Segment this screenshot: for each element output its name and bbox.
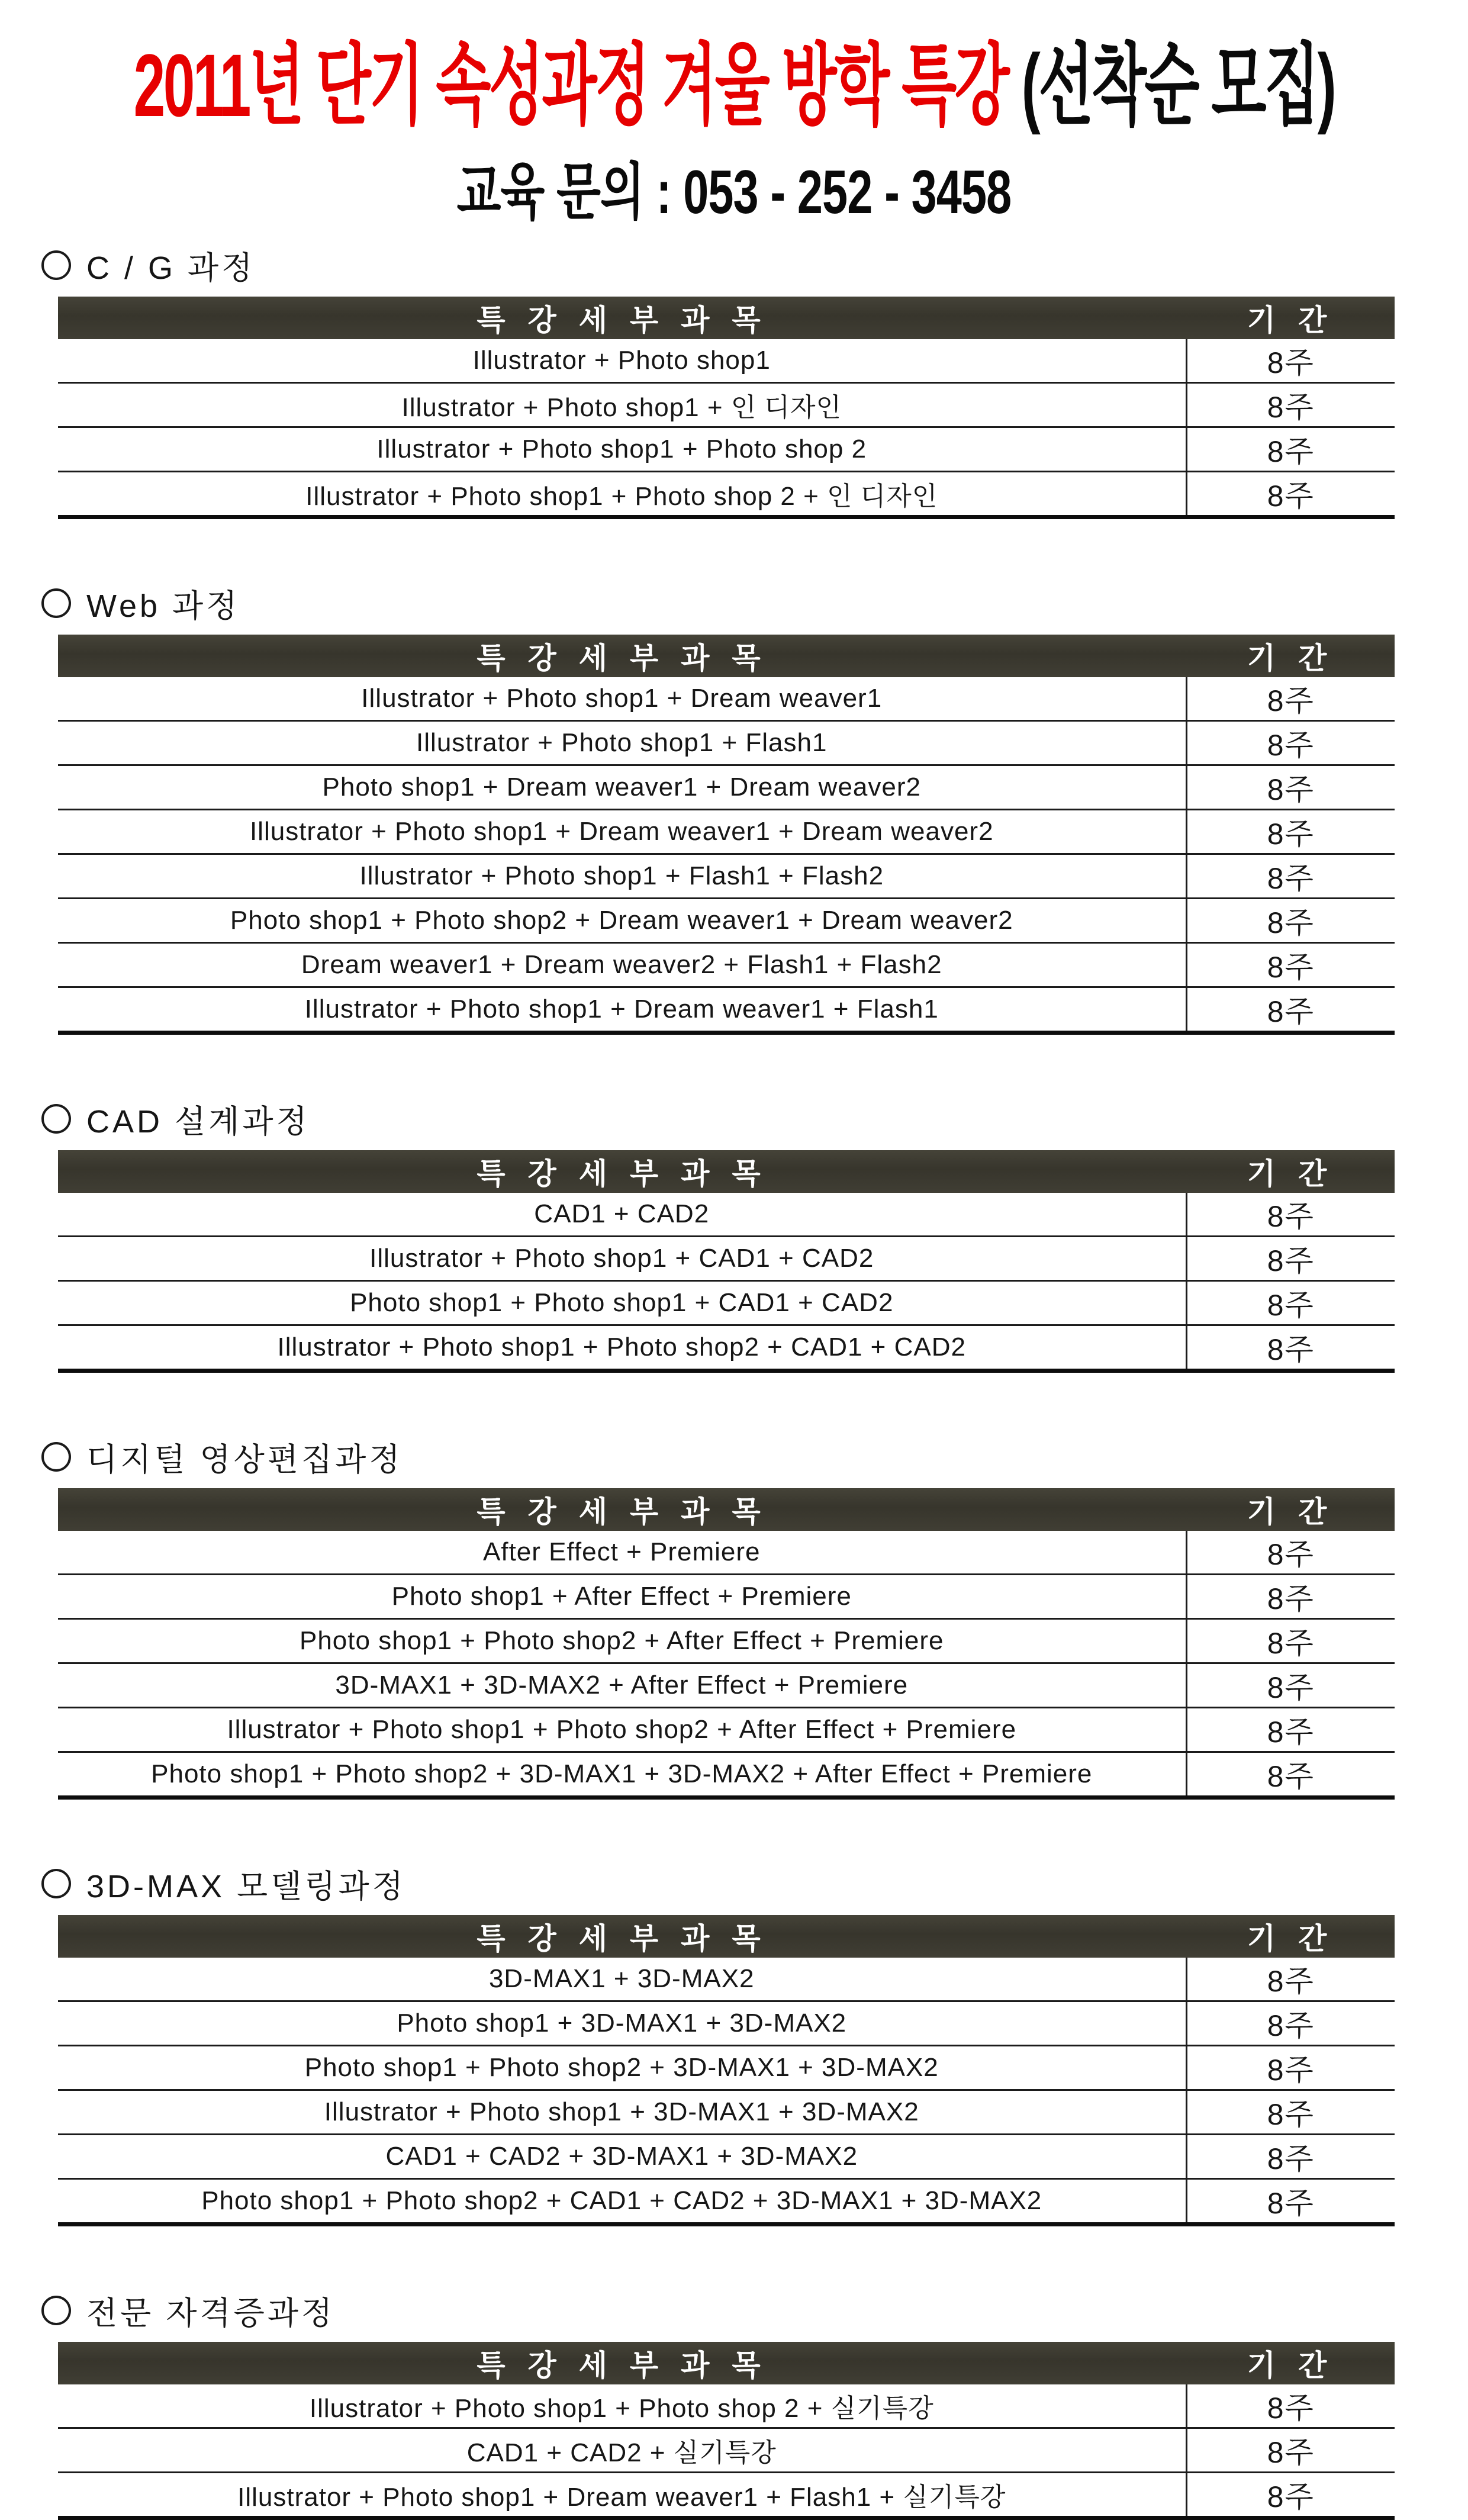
column-header-duration: 기 간 [1186, 1915, 1395, 1958]
course-duration: 8주 [1186, 720, 1395, 765]
course-subject: Illustrator + Photo shop1 + Dream weaver1 + Flash1 [58, 987, 1186, 1032]
section-title-text: 전문 자격증과정 [86, 2295, 336, 2331]
course-subject: 3D-MAX1 + 3D-MAX2 + After Effect + Premiere [58, 1663, 1186, 1707]
course-duration: 8주 [1186, 854, 1395, 898]
course-table-body [58, 339, 1395, 517]
course-row [58, 1958, 1395, 2001]
column-header-duration: 기 간 [1186, 297, 1395, 339]
course-duration: 8주 [1186, 809, 1395, 854]
course-row [58, 2472, 1395, 2518]
course-duration: 8주 [1186, 2178, 1395, 2224]
column-header-duration: 기 간 [1186, 1488, 1395, 1531]
course-row [58, 765, 1395, 809]
course-duration: 8주 [1186, 2001, 1395, 2045]
course-duration: 8주 [1186, 2384, 1395, 2428]
course-row [58, 898, 1395, 942]
course-subject: Illustrator + Photo shop1 + Photo shop 2 [58, 427, 1186, 471]
circle-bullet-icon [41, 588, 71, 618]
course-row [58, 1574, 1395, 1618]
course-subject: Illustrator + Photo shop1 [472, 345, 771, 375]
course-table-header-row [58, 635, 1395, 677]
course-row [58, 2384, 1395, 2428]
course-table-head [58, 1915, 1395, 1958]
column-header-subject: 특 강 세 부 과 목 [58, 635, 1186, 677]
course-duration: 8주 [1186, 1325, 1395, 1370]
course-row [58, 1193, 1395, 1237]
course-subject: 3D-MAX1 + 3D-MAX2 [488, 1964, 755, 1993]
course-section [40, 1434, 1402, 1800]
circle-bullet-icon [41, 1869, 71, 1898]
course-subject: Illustrator + Photo shop1 + Photo shop2 + After Effect + Premiere [58, 1707, 1186, 1752]
course-subject: Illustrator + Photo shop1 + 인 디자인 [58, 382, 1186, 427]
course-duration: 8주 [1186, 1531, 1395, 1575]
course-duration: 8주 [1186, 1280, 1395, 1325]
circle-bullet-icon [41, 1442, 71, 1472]
course-subject: Photo shop1 + Photo shop2 + 3D-MAX1 + 3D-MAX2 + After Effect + Premiere [58, 1752, 1186, 1797]
course-subject: Illustrator + Photo shop1 + Flash1 [58, 720, 1186, 765]
course-duration: 8주 [1186, 1958, 1395, 2001]
course-row [58, 1280, 1395, 1325]
course-table [58, 1150, 1395, 1373]
course-row [58, 2001, 1395, 2045]
section-title [41, 1861, 1402, 1907]
circle-bullet-icon [41, 250, 71, 280]
course-duration: 8주 [1186, 1618, 1395, 1663]
course-table [58, 2342, 1395, 2520]
course-section [40, 1861, 1402, 2226]
contact-line: 교육 문의 : 053 - 252 - 3458 [456, 157, 1012, 227]
course-row [58, 809, 1395, 854]
course-row [58, 677, 1395, 721]
circle-bullet-icon [41, 2296, 71, 2325]
course-row [58, 720, 1395, 765]
course-duration: 8주 [1186, 987, 1395, 1032]
course-subject: Illustrator + Photo shop1 + 3D-MAX1 + 3D-MAX2 [58, 2090, 1186, 2134]
course-table-head [58, 1488, 1395, 1531]
course-section [40, 581, 1402, 1035]
course-duration: 8주 [1186, 427, 1395, 471]
course-duration: 8주 [1186, 1574, 1395, 1618]
page-title [103, 36, 1366, 136]
course-duration: 8주 [1186, 1193, 1395, 1237]
section-title-text: C / G 과정 [86, 250, 256, 286]
course-duration: 8주 [1186, 898, 1395, 942]
course-duration: 8주 [1186, 2134, 1395, 2178]
course-row [58, 339, 1395, 383]
course-table-body [58, 2384, 1395, 2518]
section-title [41, 1434, 1402, 1480]
course-duration: 8주 [1186, 2472, 1395, 2518]
course-duration: 8주 [1186, 1236, 1395, 1280]
circle-bullet-icon [41, 1104, 71, 1134]
course-table-body [58, 1958, 1395, 2225]
course-subject: Photo shop1 + Photo shop2 + After Effect + Premiere [58, 1618, 1186, 1663]
course-table [58, 1915, 1395, 2226]
course-row [58, 427, 1395, 471]
course-subject: Photo shop1 + Photo shop1 + CAD1 + CAD2 [58, 1280, 1186, 1325]
section-title-text: 3D-MAX 모델링과정 [86, 1868, 406, 1904]
course-subject: Illustrator + Photo shop1 + Photo shop 2 + 인 디자인 [58, 471, 1186, 517]
course-duration: 8주 [1186, 2090, 1395, 2134]
course-duration: 8주 [1186, 765, 1395, 809]
course-table [58, 1488, 1395, 1800]
course-row [58, 1663, 1395, 1707]
course-table-head [58, 635, 1395, 677]
course-duration: 8주 [1186, 1663, 1395, 1707]
column-header-subject: 특 강 세 부 과 목 [58, 2342, 1186, 2384]
course-row [58, 1752, 1395, 1797]
course-duration: 8주 [1186, 677, 1395, 721]
course-subject: Photo shop1 + Photo shop2 + Dream weaver1 + Dream weaver2 [58, 898, 1186, 942]
course-subject: Illustrator + Photo shop1 + Dream weaver1 [361, 683, 883, 713]
course-subject: Photo shop1 + 3D-MAX1 + 3D-MAX2 [58, 2001, 1186, 2045]
course-table-header-row [58, 2342, 1395, 2384]
column-header-subject: 특 강 세 부 과 목 [58, 297, 1186, 339]
course-section [40, 1096, 1402, 1373]
course-table [58, 635, 1395, 1035]
course-subject: Illustrator + Photo shop1 + Photo shop 2 + 실기특강 [309, 2393, 934, 2423]
course-table-body [58, 1193, 1395, 1371]
course-table-head [58, 297, 1395, 339]
column-header-subject: 특 강 세 부 과 목 [58, 1150, 1186, 1193]
page-title-main: 2011년 단기 속성과정 겨울 방학 특강 [133, 36, 1022, 136]
course-row [58, 2090, 1395, 2134]
course-subject: Dream weaver1 + Dream weaver2 + Flash1 + Flash2 [58, 942, 1186, 987]
course-duration: 8주 [1186, 1707, 1395, 1752]
course-row [58, 471, 1395, 517]
course-subject: CAD1 + CAD2 [534, 1199, 710, 1228]
section-title-text: 디지털 영상편집과정 [86, 1441, 403, 1478]
course-table-header-row [58, 1488, 1395, 1531]
column-header-duration: 기 간 [1186, 2342, 1395, 2384]
section-title [41, 2288, 1402, 2334]
course-duration: 8주 [1186, 471, 1395, 517]
course-table-head [58, 2342, 1395, 2384]
course-subject: Illustrator + Photo shop1 + Flash1 + Flash2 [58, 854, 1186, 898]
column-header-subject: 특 강 세 부 과 목 [58, 1488, 1186, 1531]
course-row [58, 2178, 1395, 2224]
course-duration: 8주 [1186, 942, 1395, 987]
course-table-header-row [58, 1150, 1395, 1193]
course-row [58, 854, 1395, 898]
course-duration: 8주 [1186, 2428, 1395, 2472]
course-subject: Illustrator + Photo shop1 + Dream weaver1 + Flash1 + 실기특강 [58, 2472, 1186, 2518]
course-subject: Illustrator + Photo shop1 + Dream weaver1 + Dream weaver2 [58, 809, 1186, 854]
column-header-subject: 특 강 세 부 과 목 [58, 1915, 1186, 1958]
section-title [41, 243, 1402, 288]
course-row [58, 1618, 1395, 1663]
course-subject: After Effect + Premiere [483, 1537, 761, 1566]
course-row [58, 2045, 1395, 2090]
course-section [40, 243, 1402, 519]
course-subject: Photo shop1 + Photo shop2 + 3D-MAX1 + 3D-MAX2 [58, 2045, 1186, 2090]
course-table-body [58, 1531, 1395, 1798]
course-row [58, 382, 1395, 427]
course-subject: CAD1 + CAD2 + 3D-MAX1 + 3D-MAX2 [58, 2134, 1186, 2178]
section-title-text: CAD 설계과정 [86, 1103, 310, 1140]
course-row [58, 1325, 1395, 1370]
course-row [58, 987, 1395, 1032]
course-duration: 8주 [1186, 1752, 1395, 1797]
course-subject: Photo shop1 + After Effect + Premiere [58, 1574, 1186, 1618]
course-row [58, 942, 1395, 987]
course-row [58, 1707, 1395, 1752]
column-header-duration: 기 간 [1186, 1150, 1395, 1193]
page-title-note: (선착순 모집) [1021, 36, 1335, 136]
course-table-body [58, 677, 1395, 1033]
course-subject: Photo shop1 + Photo shop2 + CAD1 + CAD2 + 3D-MAX1 + 3D-MAX2 [58, 2178, 1186, 2224]
course-subject: Photo shop1 + Dream weaver1 + Dream weaver2 [58, 765, 1186, 809]
course-subject: Illustrator + Photo shop1 + Photo shop2 + CAD1 + CAD2 [58, 1325, 1186, 1370]
course-row [58, 1531, 1395, 1575]
course-table-header-row [58, 1915, 1395, 1958]
course-table [58, 297, 1395, 519]
course-subject: Illustrator + Photo shop1 + CAD1 + CAD2 [58, 1236, 1186, 1280]
course-table-header-row [58, 297, 1395, 339]
section-title [41, 1096, 1402, 1142]
course-section [40, 2288, 1402, 2520]
course-row [58, 2134, 1395, 2178]
course-row [58, 2428, 1395, 2472]
course-subject: CAD1 + CAD2 + 실기특강 [58, 2428, 1186, 2472]
course-sections [0, 243, 1468, 2520]
section-title-text: Web 과정 [86, 588, 240, 624]
course-duration: 8주 [1186, 339, 1395, 383]
course-table-head [58, 1150, 1395, 1193]
course-row [58, 1236, 1395, 1280]
section-title [41, 581, 1402, 626]
course-duration: 8주 [1186, 2045, 1395, 2090]
column-header-duration: 기 간 [1186, 635, 1395, 677]
course-duration: 8주 [1186, 382, 1395, 427]
